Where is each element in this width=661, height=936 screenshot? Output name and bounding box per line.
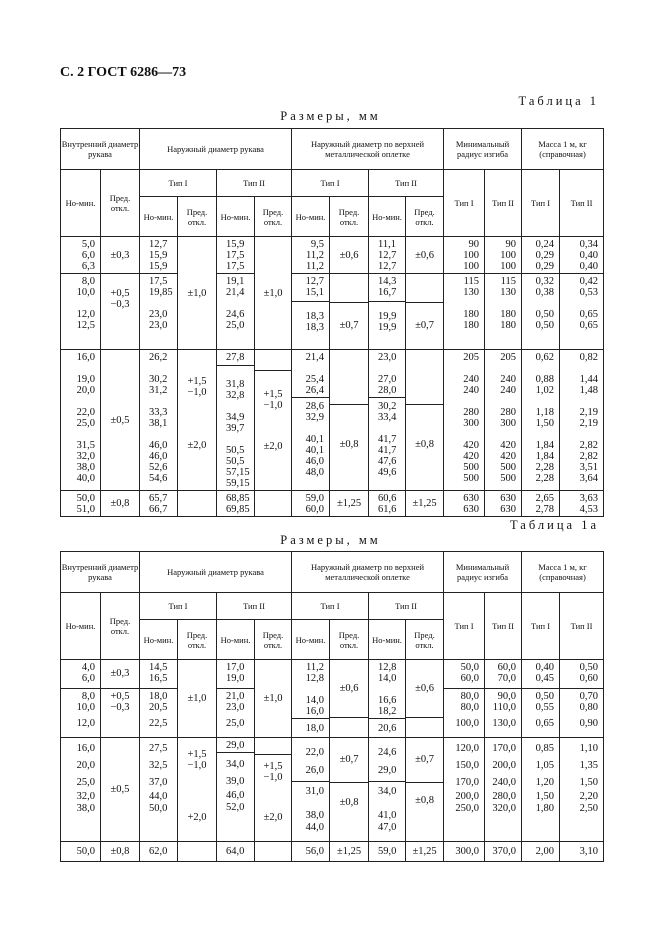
braid-type1-nom: 56,0: [292, 842, 330, 862]
inner-nom-values: 16,0 19,0 20,0 22,0 25,0 31,5 32,0 38,0 40,0: [61, 350, 101, 491]
header-type2: Тип II: [217, 170, 292, 197]
braid-type2-tolerance: ±0,7: [406, 274, 444, 350]
header-type2: Тип II: [369, 593, 444, 620]
mass-type2: 0,70 0,80 0,90: [560, 688, 604, 737]
header-min-radius: Минимальный радиус изгиба: [444, 129, 522, 170]
radius-type2: 115 130 180 180: [485, 274, 522, 350]
outer-type2-nom: 64,0: [217, 842, 255, 862]
mass-type2: 3,10: [560, 842, 604, 862]
header-type1: Тип I: [522, 170, 560, 237]
header-tol: Пред. откл.: [178, 620, 217, 660]
header-braid-diameter: Наружный диаметр по верхней металлической оплетке: [292, 552, 444, 593]
table2-number: Таблица 1а: [509, 518, 599, 532]
inner-nom-values: 50,0 51,0: [61, 491, 101, 517]
outer-type1-tolerance: ±1,0: [178, 660, 217, 738]
outer-type2-nom: 68,85 69,85: [217, 491, 255, 517]
braid-type1-nom: 21,4 25,4 26,4 28,6 32,9 40,1 40,1 46,0 48,0: [292, 350, 330, 491]
radius-type2: 370,0: [485, 842, 522, 862]
outer-type1-tolerance: +1,5 −1,0 +2,0: [178, 738, 217, 842]
header-type1: Тип I: [522, 593, 560, 660]
radius-type2: 90 100 100: [485, 237, 522, 274]
braid-type1-tolerance: ±0,8: [330, 350, 369, 491]
header-tol: Пред. откл.: [101, 170, 140, 237]
inner-tolerance: +0,5 −0,3: [101, 274, 140, 350]
header-tol: Пред. откл.: [101, 593, 140, 660]
outer-type1-nom: 65,7 66,7: [140, 491, 178, 517]
header-type2: Тип II: [217, 593, 292, 620]
header-type2: Тип II: [485, 170, 522, 237]
header-nom: Но-мин.: [292, 197, 330, 237]
header-nom: Но-мин.: [292, 620, 330, 660]
header-nom: Но-мин.: [369, 197, 406, 237]
mass-type2: 0,82 1,44 1,48 2,19 2,19 2,82 2,82 3,51 3,64: [560, 350, 604, 491]
braid-type1-nom: 59,0 60,0: [292, 491, 330, 517]
mass-type1: 2,00: [522, 842, 560, 862]
inner-nom-values: 8,0 10,0 12,0 12,5: [61, 274, 101, 350]
inner-nom-values: 4,0 6,0: [61, 660, 101, 689]
radius-type1: 630 630: [444, 491, 485, 517]
header-type1: Тип I: [444, 170, 485, 237]
braid-type1-nom: 11,2 12,8 14,0 16,0 18,0: [292, 660, 330, 738]
braid-type2-tolerance: ±1,25: [406, 842, 444, 862]
outer-type2-tolerance: +1,5 −1,0 ±2,0: [255, 738, 292, 842]
outer-type1-tolerance-blank: [178, 491, 217, 517]
header-outer-diameter: Наружный диаметр рукава: [140, 129, 292, 170]
inner-tolerance: ±0,8: [101, 842, 140, 862]
header-type1: Тип I: [140, 170, 217, 197]
outer-type2-nom: 15,9 17,5 17,5: [217, 237, 255, 274]
table1: [60, 128, 604, 517]
header-tol: Пред. откл.: [255, 197, 292, 237]
braid-type1-nom: 9,5 11,2 11,2: [292, 237, 330, 274]
header-type1: Тип I: [140, 593, 217, 620]
braid-type2-tolerance: ±1,25: [406, 491, 444, 517]
outer-type1-nom: 62,0: [140, 842, 178, 862]
outer-type2-nom: 21,0 23,0 25,0: [217, 688, 255, 737]
radius-type1: 300,0: [444, 842, 485, 862]
inner-nom-values: 8,0 10,0 12,0: [61, 688, 101, 737]
braid-type2-nom: 23,0 27,0 28,0 30,2 33,4 41,7 41,7 47,6 49,6: [369, 350, 406, 491]
mass-type1: 0,24 0,29 0,29: [522, 237, 560, 274]
braid-type1-nom: 12,7 15,1 18,3 18,3: [292, 274, 330, 350]
header-type1: Тип I: [292, 170, 369, 197]
braid-type1-tolerance: ±1,25: [330, 842, 369, 862]
braid-type1-tolerance: ±0,7 ±0,8: [330, 738, 369, 842]
table1-title: Размеры, мм: [280, 109, 381, 123]
inner-nom-values: 50,0: [61, 842, 101, 862]
radius-type1: 115 130 180 180: [444, 274, 485, 350]
header-tol: Пред. откл.: [330, 197, 369, 237]
braid-type1-tolerance: ±0,7: [330, 274, 369, 350]
braid-type2-nom: 59,0: [369, 842, 406, 862]
radius-type1: 90 100 100: [444, 237, 485, 274]
header-type2: Тип II: [560, 593, 604, 660]
mass-type1: 0,50 0,55 0,65: [522, 688, 560, 737]
braid-type2-nom: 12,8 14,0 16,6 18,2 20,6: [369, 660, 406, 738]
mass-type1: 0,62 0,88 1,02 1,18 1,50 1,84 1,84 2,28 2,28: [522, 350, 560, 491]
header-tol: Пред. откл.: [255, 620, 292, 660]
header-type2: Тип II: [369, 170, 444, 197]
header-nom: Но-мин.: [61, 170, 101, 237]
braid-type1-tolerance: ±0,6: [330, 660, 369, 738]
header-tol: Пред. откл.: [178, 197, 217, 237]
mass-type1: 0,85 1,05 1,20 1,50 1,80: [522, 738, 560, 842]
outer-type1-tolerance-blank: [178, 842, 217, 862]
braid-type2-tolerance: ±0,6: [406, 237, 444, 274]
braid-type2-nom: 14,3 16,7 19,9 19,9: [369, 274, 406, 350]
header-braid-diameter: Наружный диаметр по верхней металлической оплетке: [292, 129, 444, 170]
braid-type2-tolerance: ±0,6: [406, 660, 444, 738]
header-type2: Тип II: [560, 170, 604, 237]
header-tol: Пред. откл.: [330, 620, 369, 660]
inner-tolerance: ±0,5: [101, 350, 140, 491]
header-inner-diameter: Внутренний диаметр рукава: [61, 552, 140, 593]
radius-type1: 120,0 150,0 170,0 200,0 250,0: [444, 738, 485, 842]
inner-tolerance: ±0,3: [101, 237, 140, 274]
outer-type1-nom: 26,2 30,2 31,2 33,3 38,1 46,0 46,0 52,6 54,6: [140, 350, 178, 491]
mass-type2: 0,34 0,40 0,40: [560, 237, 604, 274]
mass-type2: 0,42 0,53 0,65 0,65: [560, 274, 604, 350]
outer-type1-nom: 17,5 19,85 23,0 23,0: [140, 274, 178, 350]
braid-type2-tolerance: ±0,8: [406, 350, 444, 491]
header-mass: Масса 1 м, кг (справочная): [522, 129, 604, 170]
header-type2: Тип II: [485, 593, 522, 660]
outer-type2-tolerance: ±1,0: [255, 660, 292, 738]
table1-number: Таблица 1: [518, 94, 599, 108]
header-type1: Тип I: [444, 593, 485, 660]
outer-type2-tolerance-blank: [255, 491, 292, 517]
radius-type2: 205 240 240 280 300 420 420 500 500: [485, 350, 522, 491]
header-tol: Пред. откл.: [406, 620, 444, 660]
mass-type2: 0,50 0,60: [560, 660, 604, 689]
inner-tolerance: ±0,8: [101, 491, 140, 517]
header-nom: Но-мин.: [217, 197, 255, 237]
mass-type1: 0,32 0,38 0,50 0,50: [522, 274, 560, 350]
mass-type1: 2,65 2,78: [522, 491, 560, 517]
header-nom: Но-мин.: [217, 620, 255, 660]
radius-type1: 80,0 80,0 100,0: [444, 688, 485, 737]
inner-nom-values: 16,0 20,0 25,0 32,0 38,0: [61, 738, 101, 842]
inner-tolerance: +0,5 −0,3: [101, 688, 140, 737]
header-nom: Но-мин.: [61, 593, 101, 660]
header-type1: Тип I: [292, 593, 369, 620]
outer-type1-nom: 18,0 20,5 22,5: [140, 688, 178, 737]
mass-type2: 3,63 4,53: [560, 491, 604, 517]
radius-type2: 90,0 110,0 130,0: [485, 688, 522, 737]
outer-type2-nom: 19,1 21,4 24,6 25,0: [217, 274, 255, 350]
outer-type2-tolerance: +1,5 −1,0 ±2,0: [255, 350, 292, 491]
table2-title: Размеры, мм: [280, 533, 381, 547]
radius-type2: 630 630: [485, 491, 522, 517]
outer-type1-tolerance: ±1,0: [178, 237, 217, 350]
outer-type2-nom: 17,0 19,0: [217, 660, 255, 689]
braid-type1-tolerance: ±1,25: [330, 491, 369, 517]
inner-tolerance: ±0,3: [101, 660, 140, 689]
radius-type1: 50,0 60,0: [444, 660, 485, 689]
braid-type2-nom: 11,1 12,7 12,7: [369, 237, 406, 274]
header-mass: Масса 1 м, кг (справочная): [522, 552, 604, 593]
header-min-radius: Минимальный радиус изгиба: [444, 552, 522, 593]
braid-type2-nom: 60,6 61,6: [369, 491, 406, 517]
braid-type1-nom: 22,0 26,0 31,0 38,0 44,0: [292, 738, 330, 842]
radius-type2: 170,0 200,0 240,0 280,0 320,0: [485, 738, 522, 842]
outer-type2-tolerance: ±1,0: [255, 237, 292, 350]
header-nom: Но-мин.: [140, 620, 178, 660]
outer-type2-nom: 29,0 34,0 39,0 46,0 52,0: [217, 738, 255, 842]
braid-type1-tolerance: ±0,6: [330, 237, 369, 274]
outer-type1-nom: 12,7 15,9 15,9: [140, 237, 178, 274]
outer-type1-nom: 14,5 16,5: [140, 660, 178, 689]
outer-type1-tolerance: +1,5 −1,0 ±2,0: [178, 350, 217, 491]
inner-tolerance: ±0,5: [101, 738, 140, 842]
page-header: С. 2 ГОСТ 6286—73: [60, 65, 187, 80]
radius-type1: 205 240 240 280 300 420 420 500 500: [444, 350, 485, 491]
outer-type2-tolerance-blank: [255, 842, 292, 862]
table2: [60, 551, 604, 862]
header-outer-diameter: Наружный диаметр рукава: [140, 552, 292, 593]
outer-type2-nom: 27,8 31,8 32,8 34,9 39,7 50,5 50,5 57,15 59,15: [217, 350, 255, 491]
mass-type2: 1,10 1,35 1,50 2,20 2,50: [560, 738, 604, 842]
braid-type2-nom: 24,6 29,0 34,0 41,0 47,0: [369, 738, 406, 842]
braid-type2-tolerance: ±0,7 ±0,8: [406, 738, 444, 842]
radius-type2: 60,0 70,0: [485, 660, 522, 689]
header-nom: Но-мин.: [369, 620, 406, 660]
outer-type1-nom: 27,5 32,5 37,0 44,0 50,0: [140, 738, 178, 842]
inner-nom-values: 5,0 6,0 6,3: [61, 237, 101, 274]
mass-type1: 0,40 0,45: [522, 660, 560, 689]
header-inner-diameter: Внутренний диаметр рукава: [61, 129, 140, 170]
header-nom: Но-мин.: [140, 197, 178, 237]
header-tol: Пред. откл.: [406, 197, 444, 237]
